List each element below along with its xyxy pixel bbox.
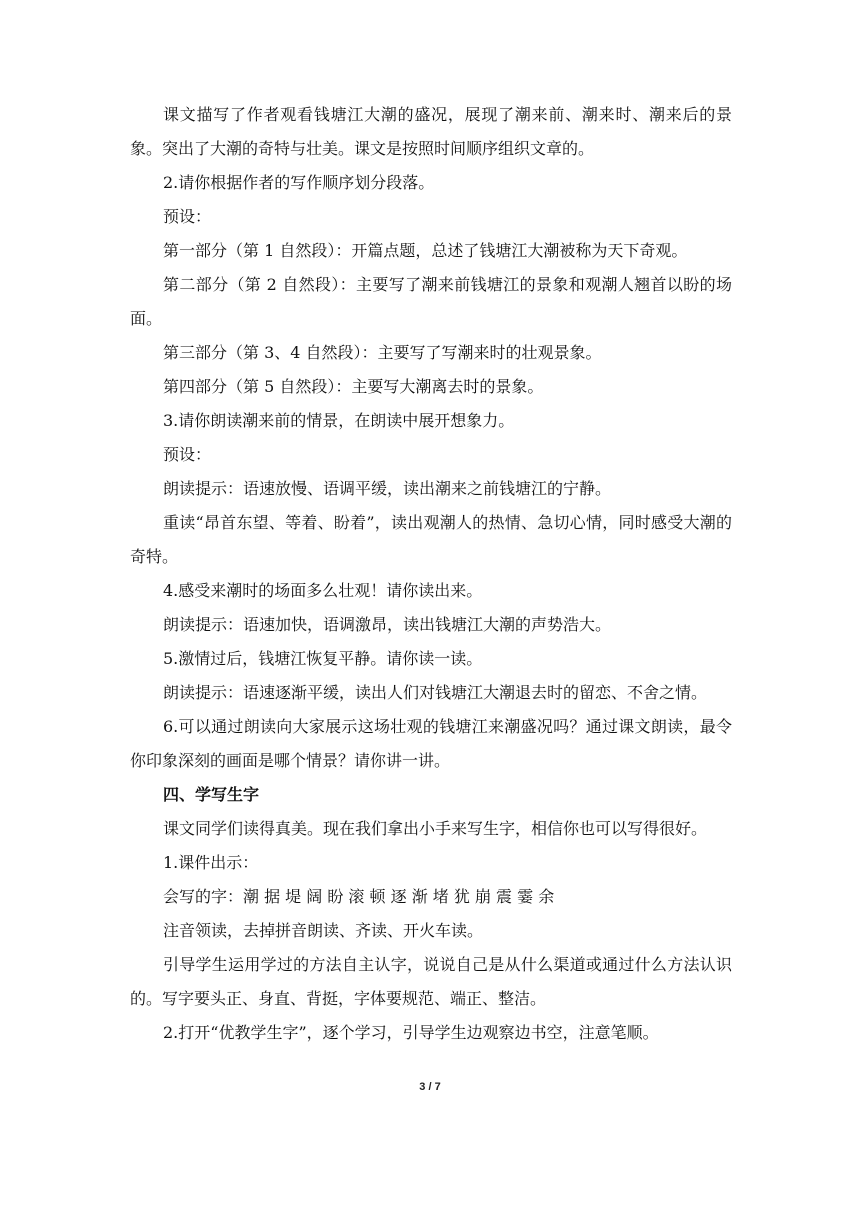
- paragraph-question-2: 2.请你根据作者的写作顺序划分段落。: [163, 173, 435, 192]
- paragraph-preset: 预设：: [163, 207, 212, 226]
- paragraph-part-2: 第二部分（第 2 自然段）：主要写了潮来前钱塘江的景象和观潮人翘首以盼的场面。: [130, 275, 732, 328]
- paragraph-question-5: 5.激情过后，钱塘江恢复平静。请你读一读。: [163, 649, 483, 668]
- document-body: [130, 98, 732, 1050]
- paragraph-part-3: 第三部分（第 3、4 自然段）：主要写了写潮来时的壮观景象。: [163, 343, 602, 362]
- page-number: 3 / 7: [419, 1081, 441, 1093]
- paragraph-intro: 课文同学们读得真美。现在我们拿出小手来写生字，相信你也可以写得很好。: [163, 819, 708, 838]
- paragraph-summary: 课文描写了作者观看钱塘江大潮的盛况，展现了潮来前、潮来时、潮来后的景象。突出了大潮的奇特与壮美。课文是按照时间顺序组织文章的。: [130, 105, 732, 158]
- paragraph-reading-method: 注音领读，去掉拼音朗读、齐读、开火车读。: [163, 921, 484, 940]
- paragraph-guidance: 引导学生运用学过的方法自主认字，说说自己是从什么渠道或通过什么方法认识的。写字要头正、身直、背挺，字体要规范、端正、整洁。: [130, 955, 732, 1008]
- paragraph-characters: 会写的字：潮 据 堤 阔 盼 滚 顿 逐 渐 堵 犹 崩 震 霎 余: [163, 887, 555, 906]
- paragraph-reading-tip: 朗读提示：语速放慢、语调平缓，读出潮来之前钱塘江的宁静。: [163, 479, 612, 498]
- paragraph-reading-tip: 朗读提示：语速加快，语调激昂，读出钱塘江大潮的声势浩大。: [163, 615, 612, 634]
- section-heading: 四、学写生字: [163, 785, 260, 804]
- paragraph-question-3: 3.请你朗读潮来前的情景，在朗读中展开想象力。: [163, 411, 515, 430]
- paragraph-step-2: 2.打开“优教学生字”，逐个学习，引导学生边观察边书空，注意笔顺。: [163, 1023, 659, 1042]
- paragraph-emphasis: 重读“昂首东望、等着、盼着”，读出观潮人的热情、急切心情，同时感受大潮的奇特。: [130, 513, 732, 566]
- paragraph-preset: 预设：: [163, 445, 212, 464]
- paragraph-reading-tip: 朗读提示：语速逐渐平缓，读出人们对钱塘江大潮退去时的留恋、不舍之情。: [163, 683, 708, 702]
- paragraph-part-4: 第四部分（第 5 自然段）：主要写大潮离去时的景象。: [163, 377, 544, 396]
- paragraph-question-4: 4.感受来潮时的场面多么壮观！请你读出来。: [163, 581, 483, 600]
- paragraph-question-6: 6.可以通过朗读向大家展示这场壮观的钱塘江来潮盛况吗？通过课文朗读，最令你印象深刻的画面是哪个情景？请你讲一讲。: [130, 717, 732, 770]
- paragraph-step-1: 1.课件出示：: [163, 853, 259, 872]
- paragraph-part-1: 第一部分（第 1 自然段）：开篇点题，总述了钱塘江大潮被称为天下奇观。: [163, 241, 688, 260]
